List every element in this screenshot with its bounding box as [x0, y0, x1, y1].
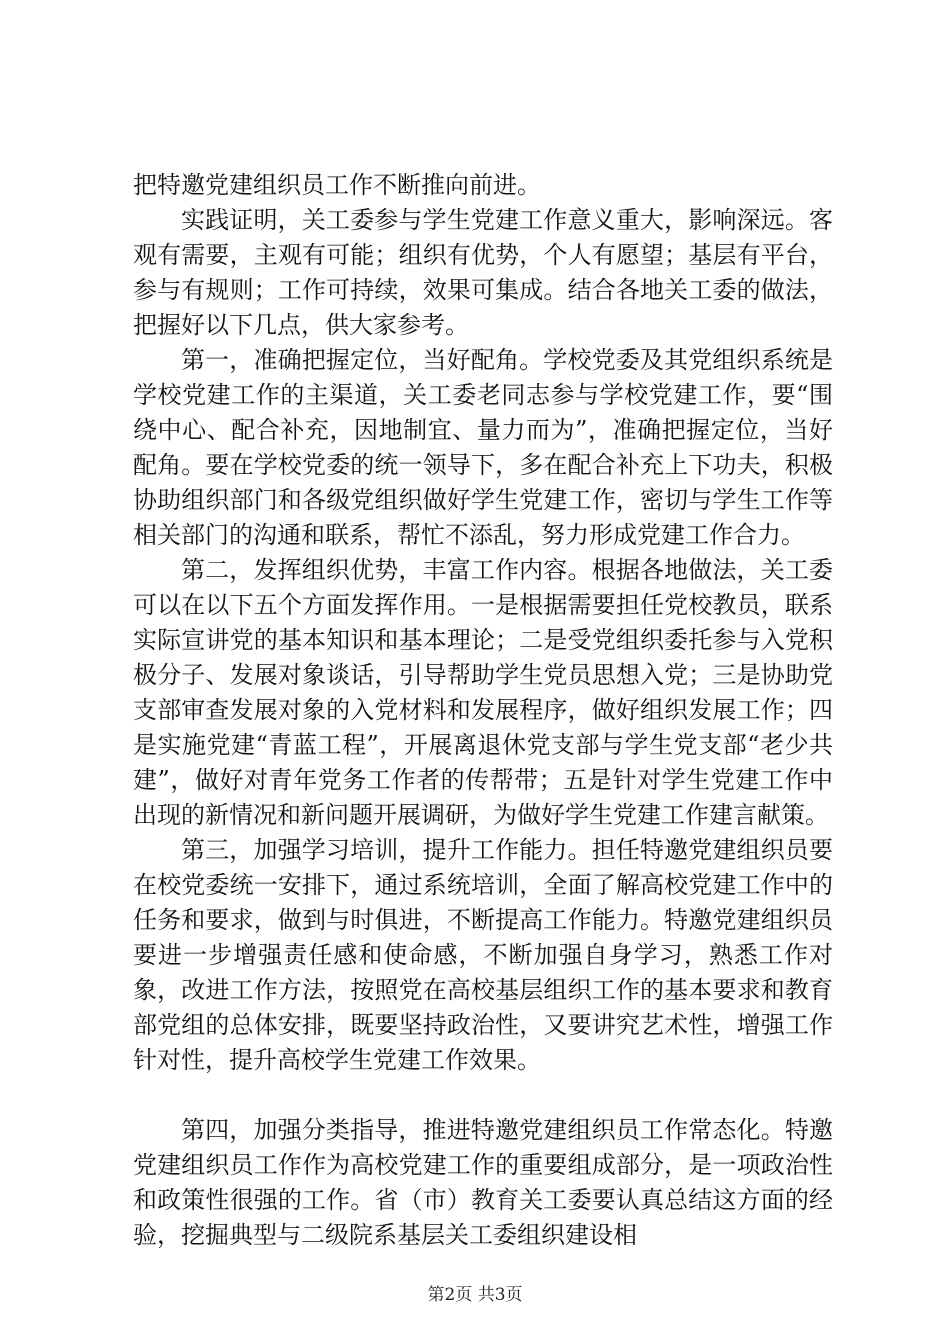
paragraph-practice-proves: 实践证明，关工委参与学生党建工作意义重大，影响深远。客观有需要，主观有可能；组织有优势，个人有愿望；基层有平台，参与有规则；工作可持续，效果可集成。结合各地关工委的做法，把握好以下几点，供大家参考。 [133, 206, 833, 339]
paragraph-continuation: 把特邀党建组织员工作不断推向前进。 [133, 171, 541, 199]
page-number-footer: 第2页 共3页 [427, 1285, 523, 1305]
paragraph-third-point: 第三，加强学习培训，提升工作能力。担任特邀党建组织员要在校党委统一安排下，通过系统培训，全面了解高校党建工作中的任务和要求，做到与时俱进，不断提高工作能力。特邀党建组织员要进一步增强责任感和使命感，不断加强自身学习，熟悉工作对象，改进工作方法，按照党在高校基层组织工作的基本要求和教育部党组的总体安排，既要坚持政治性，又要讲究艺术性，增强工作针对性，提升高校学生党建工作效果。 [133, 836, 833, 1074]
paragraph-second-point: 第二，发挥组织优势，丰富工作内容。根据各地做法，关工委可以在以下五个方面发挥作用。一是根据需要担任党校教员，联系实际宣讲党的基本知识和基本理论；二是受党组织委托参与入党积极分子、发展对象谈话，引导帮助学生党员思想入党；三是协助党支部审查发展对象的入党材料和发展程序，做好组织发展工作；四是实施党建“青蓝工程”，开展离退休党支部与学生党支部“老少共建”，做好对青年党务工作者的传帮带；五是针对学生党建工作中出现的新情况和新问题开展调研，为做好学生党建工作建言献策。 [133, 556, 833, 829]
document-body [133, 168, 833, 1253]
paragraph-first-point: 第一，准确把握定位，当好配角。学校党委及其党组织系统是学校党建工作的主渠道，关工委老同志参与学校党建工作，要“围绕中心、配合补充，因地制宜、量力而为”，准确把握定位，当好配角。要在学校党委的统一领导下，多在配合补充上下功夫，积极协助组织部门和各级党组织做好学生党建工作，密切与学生工作等相关部门的沟通和联系，帮忙不添乱，努力形成党建工作合力。 [133, 346, 833, 549]
paragraph-fourth-point: 第四，加强分类指导，推进特邀党建组织员工作常态化。特邀党建组织员工作作为高校党建工作的重要组成部分，是一项政治性和政策性很强的工作。省（市）教育关工委要认真总结这方面的经验，挖掘典型与二级院系基层关工委组织建设相 [133, 1116, 833, 1249]
